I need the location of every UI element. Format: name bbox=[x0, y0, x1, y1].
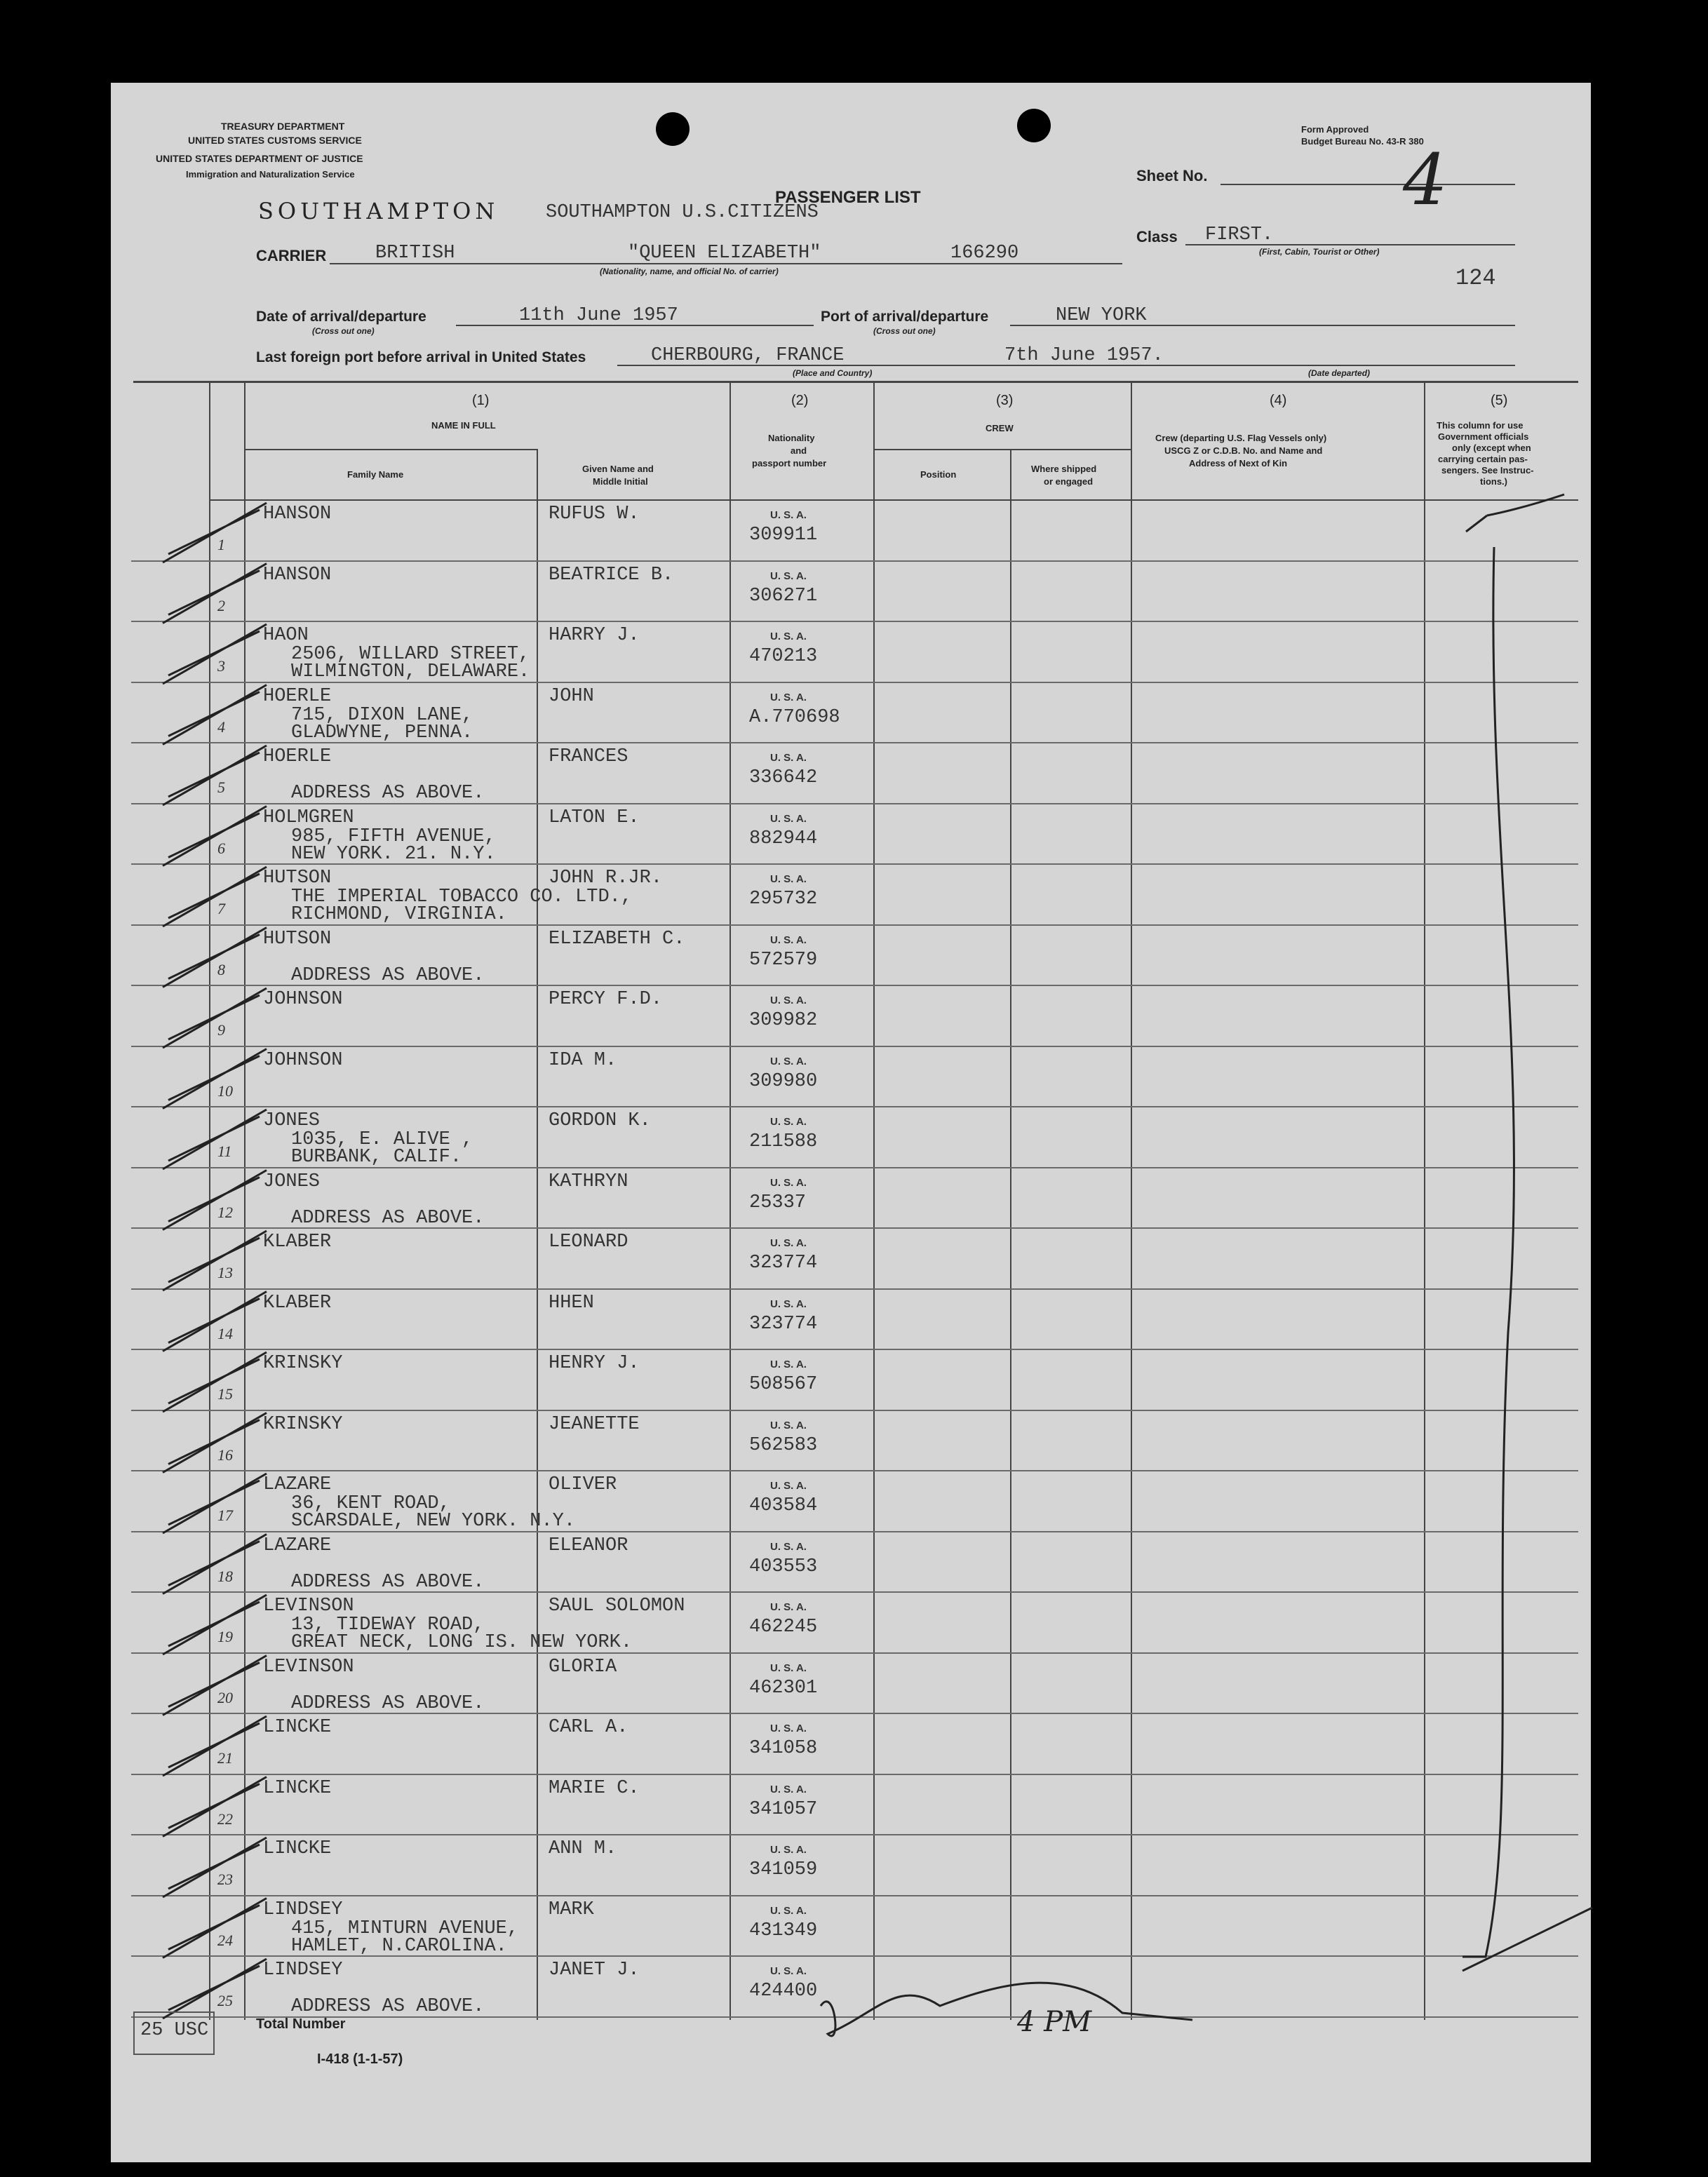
passport-number: 403584 bbox=[749, 1495, 818, 1516]
address-line-2: ADDRESS AS ABOVE. bbox=[291, 783, 485, 804]
budget-bureau: Budget Bureau No. 43-R 380 bbox=[1301, 136, 1424, 147]
nationality: U. S. A. bbox=[770, 631, 807, 642]
family-name: LEVINSON bbox=[263, 1596, 354, 1617]
row-number: 9 bbox=[217, 1021, 225, 1039]
address-line-2: WILMINGTON, DELAWARE. bbox=[291, 661, 530, 682]
row-number: 24 bbox=[217, 1931, 233, 1949]
nationality: U. S. A. bbox=[770, 569, 807, 582]
address-line-2: ADDRESS AS ABOVE. bbox=[291, 1996, 485, 2017]
family-name: LAZARE bbox=[263, 1535, 332, 1556]
port-value: NEW YORK bbox=[1056, 305, 1147, 326]
row-number: 16 bbox=[217, 1445, 233, 1464]
row-number: 22 bbox=[217, 1809, 233, 1828]
row-divider bbox=[131, 1774, 1578, 1775]
nationality-header-1: Nationality bbox=[768, 433, 815, 443]
row-number: 25 bbox=[217, 1992, 233, 2009]
given-name: JOHN R.JR. bbox=[549, 868, 663, 889]
officials-header-2: Government officials bbox=[1438, 431, 1529, 442]
row-divider bbox=[131, 1046, 1578, 1047]
passport-number: 562583 bbox=[749, 1434, 818, 1456]
address-line-2: HAMLET, N.CAROLINA. bbox=[291, 1935, 507, 1957]
col1-number: (1) bbox=[472, 393, 490, 408]
family-name: LEVINSON bbox=[263, 1656, 354, 1678]
given-name: CARL A. bbox=[549, 1717, 628, 1738]
departed-value: 7th June 1957. bbox=[1004, 345, 1164, 366]
class-value: FIRST. bbox=[1205, 224, 1274, 245]
officials-header-3: only (except when bbox=[1452, 443, 1531, 453]
family-name: HOERLE bbox=[263, 746, 332, 767]
date-line bbox=[456, 325, 814, 326]
passport-number: 508567 bbox=[749, 1374, 818, 1395]
row-number: 23 bbox=[217, 1871, 233, 1888]
row-number: 12 bbox=[217, 1203, 233, 1221]
class-label: Class bbox=[1136, 228, 1178, 245]
kin-header-3: Address of Next of Kin bbox=[1189, 458, 1288, 469]
passport-number: 572579 bbox=[749, 949, 818, 971]
family-name: KLABER bbox=[263, 1232, 332, 1253]
given-name: IDA M. bbox=[549, 1049, 617, 1071]
family-name: HANSON bbox=[263, 564, 332, 586]
given-name: RUFUS W. bbox=[549, 504, 640, 525]
given-name-header-1: Given Name and bbox=[582, 464, 654, 474]
punch-hole bbox=[1017, 109, 1051, 142]
address-line-2: GREAT NECK, LONG IS. NEW YORK. bbox=[291, 1632, 633, 1653]
row-number: 21 bbox=[217, 1749, 233, 1767]
nationality: U. S. A. bbox=[770, 1055, 807, 1067]
page-title: PASSENGER LIST bbox=[775, 188, 921, 207]
row-divider bbox=[131, 1349, 1578, 1350]
address-line-2: SCARSDALE, NEW YORK. N.Y. bbox=[291, 1511, 576, 1532]
passport-number: 306271 bbox=[749, 585, 818, 607]
given-name: LATON E. bbox=[549, 807, 640, 828]
given-name: ELEANOR bbox=[549, 1535, 628, 1556]
passenger-list-sheet bbox=[111, 83, 1591, 2162]
typed-port-line: SOUTHAMPTON U.S.CITIZENS bbox=[546, 202, 819, 223]
row-number: 6 bbox=[217, 839, 225, 857]
row-number: 19 bbox=[217, 1628, 233, 1645]
where-shipped-header-2: or engaged bbox=[1044, 476, 1094, 487]
kin-header-2: USCG Z or C.D.B. No. and Name and bbox=[1164, 445, 1323, 456]
date-cross: (Cross out one) bbox=[312, 326, 375, 336]
family-name: KRINSKY bbox=[263, 1413, 343, 1435]
agency-customs: UNITED STATES CUSTOMS SERVICE bbox=[188, 135, 362, 146]
passport-number: 211588 bbox=[749, 1131, 818, 1152]
nationality: U. S. A. bbox=[770, 1904, 807, 1917]
row-divider bbox=[131, 1834, 1578, 1835]
address-line-1: THE IMPERIAL TOBACCO CO. LTD., bbox=[291, 887, 633, 908]
nationality: U. S. A. bbox=[770, 934, 807, 946]
address-line-1: 1035, E. ALIVE , bbox=[291, 1129, 473, 1150]
row-divider bbox=[131, 621, 1578, 622]
form-approved: Form Approved bbox=[1301, 124, 1369, 135]
given-name-header-2: Middle Initial bbox=[593, 476, 648, 487]
given-name: LEONARD bbox=[549, 1232, 628, 1253]
passport-number: 309980 bbox=[749, 1070, 818, 1092]
stamp-number: 124 bbox=[1455, 265, 1496, 291]
row-number: 7 bbox=[217, 900, 225, 917]
last-port-value: CHERBOURG, FRANCE bbox=[651, 345, 845, 366]
given-name: GORDON K. bbox=[549, 1110, 651, 1131]
date-label: Date of arrival/departure bbox=[256, 309, 426, 325]
family-given-divider bbox=[537, 449, 538, 2020]
position-header: Position bbox=[920, 469, 957, 480]
passport-number: 336642 bbox=[749, 767, 818, 788]
punch-hole bbox=[656, 112, 690, 146]
nationality: U. S. A. bbox=[770, 752, 807, 764]
last-port-caption: (Place and Country) bbox=[793, 368, 873, 378]
carrier-name: "QUEEN ELIZABETH" bbox=[628, 243, 821, 264]
nationality: U. S. A. bbox=[770, 1237, 807, 1249]
nationality: U. S. A. bbox=[770, 812, 807, 825]
address-line-2: RICHMOND, VIRGINIA. bbox=[291, 904, 507, 925]
given-name: ELIZABETH C. bbox=[549, 928, 685, 950]
address-line-2: ADDRESS AS ABOVE. bbox=[291, 964, 485, 986]
address-line-1: 13, TIDEWAY ROAD, bbox=[291, 1615, 485, 1636]
address-line-2: ADDRESS AS ABOVE. bbox=[291, 1207, 485, 1229]
row-number: 18 bbox=[217, 1567, 233, 1585]
passport-number: 462301 bbox=[749, 1677, 818, 1699]
row-divider bbox=[131, 1288, 1578, 1290]
family-name: LINDSEY bbox=[263, 1960, 343, 1981]
departed-caption: (Date departed) bbox=[1308, 368, 1371, 378]
row-number: 14 bbox=[217, 1324, 233, 1342]
sheet-line bbox=[1221, 184, 1515, 185]
kin-header-1: Crew (departing U.S. Flag Vessels only) bbox=[1155, 433, 1327, 443]
agency-justice: UNITED STATES DEPARTMENT OF JUSTICE bbox=[156, 153, 363, 164]
family-name: LINCKE bbox=[263, 1777, 332, 1799]
nationality: U. S. A. bbox=[770, 1359, 807, 1370]
header-bottom-line bbox=[209, 499, 1578, 501]
crew-subcolumn-divider bbox=[1010, 449, 1011, 2020]
family-name: HOLMGREN bbox=[263, 807, 354, 828]
given-name: JANET J. bbox=[549, 1960, 640, 1981]
family-name: HOERLE bbox=[263, 685, 332, 707]
nationality: U. S. A. bbox=[770, 1965, 807, 1977]
carrier-nationality: BRITISH bbox=[375, 243, 455, 264]
nationality: U. S. A. bbox=[770, 1116, 807, 1128]
given-name: OLIVER bbox=[549, 1474, 617, 1495]
address-line-2: NEW YORK. 21. N.Y. bbox=[291, 843, 496, 865]
date-value: 11th June 1957 bbox=[519, 305, 678, 326]
form-number: I-418 (1-1-57) bbox=[317, 2051, 403, 2067]
port-label: Port of arrival/departure bbox=[821, 309, 989, 325]
name-subheader-line bbox=[244, 449, 537, 450]
family-name: JONES bbox=[263, 1110, 321, 1131]
given-name: SAUL SOLOMON bbox=[549, 1596, 685, 1617]
nationality: U. S. A. bbox=[770, 1783, 807, 1795]
row-number: 20 bbox=[217, 1688, 233, 1706]
nationality: U. S. A. bbox=[770, 1540, 807, 1553]
passport-number: 309982 bbox=[749, 1010, 818, 1031]
table-top-border bbox=[133, 381, 1578, 383]
row-number: 2 bbox=[217, 596, 225, 614]
family-name: LAZARE bbox=[263, 1474, 332, 1495]
given-name: KATHRYN bbox=[549, 1171, 628, 1192]
address-line-1: 715, DIXON LANE, bbox=[291, 704, 473, 726]
address-line-1: 2506, WILLARD STREET, bbox=[291, 644, 530, 665]
row-divider bbox=[131, 560, 1578, 562]
col5-number: (5) bbox=[1491, 393, 1508, 408]
carrier-line bbox=[330, 263, 1122, 264]
passport-number: A.770698 bbox=[749, 706, 840, 728]
agency-treasury: TREASURY DEPARTMENT bbox=[221, 121, 345, 132]
family-name: HAON bbox=[263, 625, 309, 646]
passport-number: 295732 bbox=[749, 889, 818, 910]
nationality: U. S. A. bbox=[770, 995, 807, 1006]
row-number: 13 bbox=[217, 1264, 233, 1281]
address-line-1: 985, FIFTH AVENUE, bbox=[291, 825, 496, 847]
nationality: U. S. A. bbox=[770, 1298, 807, 1310]
family-name: LINCKE bbox=[263, 1717, 332, 1738]
row-number: 8 bbox=[217, 960, 225, 978]
sheet-number: 4 bbox=[1403, 139, 1448, 221]
nationality: U. S. A. bbox=[770, 1419, 807, 1431]
family-name: HUTSON bbox=[263, 928, 332, 950]
nationality: U. S. A. bbox=[770, 509, 807, 521]
passport-number: 470213 bbox=[749, 646, 818, 667]
row-divider bbox=[131, 1106, 1578, 1107]
col4-number: (4) bbox=[1270, 393, 1287, 408]
family-name: JOHNSON bbox=[263, 989, 343, 1010]
officials-header-4: carrying certain pas- bbox=[1438, 454, 1528, 464]
given-name: JEANETTE bbox=[549, 1413, 640, 1435]
given-name: BEATRICE B. bbox=[549, 564, 674, 586]
row-number: 3 bbox=[217, 657, 225, 675]
family-name-header: Family Name bbox=[347, 469, 404, 480]
passport-number: 341058 bbox=[749, 1738, 818, 1759]
last-port-line bbox=[617, 365, 1515, 366]
address-line-1: 415, MINTURN AVENUE, bbox=[291, 1917, 519, 1939]
row-number: 17 bbox=[217, 1507, 233, 1524]
given-name: HENRY J. bbox=[549, 1353, 640, 1374]
passport-number: 424400 bbox=[749, 1981, 818, 2002]
officials-header-1: This column for use bbox=[1437, 420, 1524, 431]
passport-number: 25337 bbox=[749, 1192, 807, 1213]
nationality: U. S. A. bbox=[770, 873, 807, 885]
officials-header-6: tions.) bbox=[1480, 476, 1507, 487]
passport-number: 403553 bbox=[749, 1556, 818, 1577]
crew-header: CREW bbox=[986, 423, 1014, 433]
passport-number: 309911 bbox=[749, 525, 818, 546]
row-number: 11 bbox=[217, 1143, 232, 1160]
col1-title: NAME IN FULL bbox=[431, 420, 496, 431]
nationality: U. S. A. bbox=[770, 1662, 807, 1674]
given-name: HARRY J. bbox=[549, 625, 640, 646]
given-name: HHEN bbox=[549, 1292, 594, 1314]
carrier-number: 166290 bbox=[950, 243, 1019, 264]
passport-number: 431349 bbox=[749, 1920, 818, 1941]
handwritten-port: SOUTHAMPTON bbox=[258, 198, 499, 224]
given-name: GLORIA bbox=[549, 1656, 617, 1678]
address-line-2: BURBANK, CALIF. bbox=[291, 1147, 462, 1168]
given-name: MARK bbox=[549, 1899, 594, 1920]
sheet-label: Sheet No. bbox=[1136, 167, 1208, 184]
passport-number: 323774 bbox=[749, 1313, 818, 1335]
agency-ins: Immigration and Naturalization Service bbox=[186, 169, 355, 180]
given-name: ANN M. bbox=[549, 1838, 617, 1859]
row-number: 1 bbox=[217, 536, 225, 553]
officials-header-5: sengers. See Instruc- bbox=[1441, 465, 1534, 476]
nationality: U. S. A. bbox=[770, 691, 807, 703]
nationality: U. S. A. bbox=[770, 1723, 807, 1734]
family-name: KRINSKY bbox=[263, 1353, 343, 1374]
nationality-header-2: and bbox=[791, 445, 807, 456]
row-divider bbox=[131, 1470, 1578, 1471]
last-port-label: Last foreign port before arrival in United States bbox=[256, 349, 586, 365]
nationality: U. S. A. bbox=[770, 1480, 807, 1492]
family-name: LINDSEY bbox=[263, 1899, 343, 1920]
row-number: 10 bbox=[217, 1081, 233, 1100]
given-name: MARIE C. bbox=[549, 1777, 640, 1799]
family-name: KLABER bbox=[263, 1292, 332, 1314]
given-name: PERCY F.D. bbox=[549, 989, 663, 1010]
family-name: LINCKE bbox=[263, 1838, 332, 1859]
signature-time-note: 4 PM bbox=[1017, 2006, 1092, 2038]
port-cross: (Cross out one) bbox=[873, 326, 936, 336]
col3-number: (3) bbox=[996, 393, 1014, 408]
given-name: FRANCES bbox=[549, 746, 628, 767]
row-number: 15 bbox=[217, 1385, 233, 1403]
row-divider bbox=[131, 1895, 1578, 1896]
passport-number: 462245 bbox=[749, 1617, 818, 1638]
given-name: JOHN bbox=[549, 685, 594, 707]
port-line bbox=[1010, 325, 1515, 326]
row-number: 5 bbox=[217, 779, 225, 796]
address-line-2: ADDRESS AS ABOVE. bbox=[291, 1692, 485, 1714]
crew-subheader-line bbox=[873, 449, 1131, 450]
passport-number: 341059 bbox=[749, 1859, 818, 1880]
address-line-2: GLADWYNE, PENNA. bbox=[291, 722, 473, 743]
passport-number: 882944 bbox=[749, 828, 818, 849]
class-line bbox=[1185, 244, 1515, 245]
row-number: 4 bbox=[217, 717, 225, 736]
total-number-label: Total Number bbox=[256, 2016, 346, 2032]
address-line-1: 36, KENT ROAD, bbox=[291, 1493, 450, 1514]
family-name: HANSON bbox=[263, 504, 332, 525]
col2-number: (2) bbox=[791, 393, 809, 408]
where-shipped-header-1: Where shipped bbox=[1031, 464, 1097, 474]
carrier-caption: (Nationality, name, and official No. of carrier) bbox=[600, 267, 779, 276]
address-line-2: ADDRESS AS ABOVE. bbox=[291, 1571, 485, 1593]
nationality: U. S. A. bbox=[770, 1176, 807, 1189]
usc-box-label: 25 USC bbox=[140, 2020, 209, 2041]
nationality-header-3: passport number bbox=[752, 458, 827, 469]
row-divider bbox=[131, 1410, 1578, 1411]
family-name: JOHNSON bbox=[263, 1049, 343, 1071]
family-name: HUTSON bbox=[263, 868, 332, 889]
family-name: JONES bbox=[263, 1171, 321, 1192]
class-caption: (First, Cabin, Tourist or Other) bbox=[1259, 247, 1380, 257]
nationality: U. S. A. bbox=[770, 1844, 807, 1856]
carrier-label: CARRIER bbox=[256, 247, 327, 264]
passport-number: 323774 bbox=[749, 1253, 818, 1274]
passport-number: 341057 bbox=[749, 1798, 818, 1820]
nationality: U. S. A. bbox=[770, 1601, 807, 1613]
